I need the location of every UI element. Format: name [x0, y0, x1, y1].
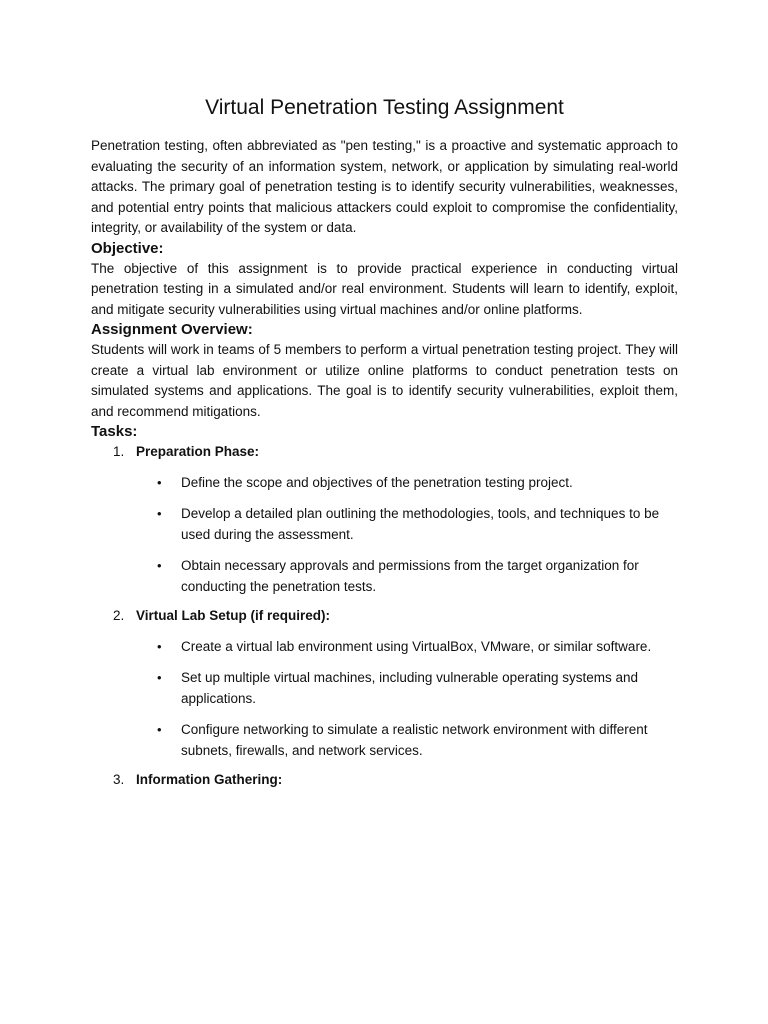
task-title: Virtual Lab Setup (if required):	[136, 608, 331, 623]
task-header	[91, 770, 678, 790]
objective-paragraph: The objective of this assignment is to provide practical experience in conducting virtual penetration testing in a simulated and/or real environment. Students will learn to identify, exploit, and mitigate security vulnerabilities using virtual machines and/or online platforms.	[91, 260, 678, 317]
overview-paragraph: Students will work in teams of 5 members to perform a virtual penetration testing project. They will create a virtual lab environment or utilize online platforms to conduct penetration tests on simulated systems and applications. The goal is to identify security vulnerabilities, exploit them, and recommend mitigations.	[91, 342, 678, 419]
task-number: 1.	[113, 444, 125, 459]
bullet-text: Create a virtual lab environment using VirtualBox, VMware, or similar software.	[181, 639, 652, 654]
bullet-icon: •	[157, 506, 162, 521]
list-item	[91, 667, 678, 709]
bullet-text: Define the scope and objectives of the penetration testing project.	[181, 475, 573, 490]
task-item	[91, 606, 678, 761]
list-item	[91, 636, 678, 657]
task-number: 3.	[113, 772, 125, 787]
intro-paragraph: Penetration testing, often abbreviated as "pen testing," is a proactive and systematic approach to evaluating the security of an information system, network, or application by simulating real-world attacks. The primary goal of penetration testing is to identify security vulnerabilities, weaknesses, and potential entry points that malicious attackers could exploit to compromise the confidentiality, integrity, or availability of the system or data.	[91, 138, 678, 235]
task-header	[91, 442, 678, 462]
bullet-text: Obtain necessary approvals and permissions from the target organization for conducting the penetration tests.	[181, 558, 639, 594]
tasks-list	[91, 442, 678, 790]
task-bullets	[91, 636, 678, 761]
bullet-icon: •	[157, 475, 162, 490]
task-title: Information Gathering:	[136, 772, 283, 787]
bullet-icon: •	[157, 722, 162, 737]
overview-heading: Assignment Overview:	[91, 321, 253, 338]
task-item	[91, 770, 678, 790]
list-item	[91, 555, 678, 597]
objective-heading: Objective:	[91, 239, 164, 257]
bullet-text: Configure networking to simulate a realistic network environment with different subnets, firewalls, and network services.	[181, 722, 648, 758]
bullet-text: Set up multiple virtual machines, including vulnerable operating systems and applications.	[181, 670, 638, 706]
list-item	[91, 503, 678, 545]
bullet-text: Develop a detailed plan outlining the methodologies, tools, and techniques to be used during the assessment.	[181, 506, 660, 542]
tasks-heading: Tasks:	[91, 423, 138, 440]
task-title: Preparation Phase:	[136, 444, 260, 459]
task-header	[91, 606, 678, 626]
document-title: Virtual Penetration Testing Assignment	[205, 96, 564, 119]
list-item	[91, 472, 678, 493]
bullet-icon: •	[157, 558, 162, 573]
task-number: 2.	[113, 608, 125, 623]
bullet-icon: •	[157, 639, 162, 654]
task-bullets	[91, 472, 678, 597]
bullet-icon: •	[157, 670, 162, 685]
list-item	[91, 719, 678, 761]
task-item	[91, 442, 678, 597]
document-content	[91, 94, 678, 790]
